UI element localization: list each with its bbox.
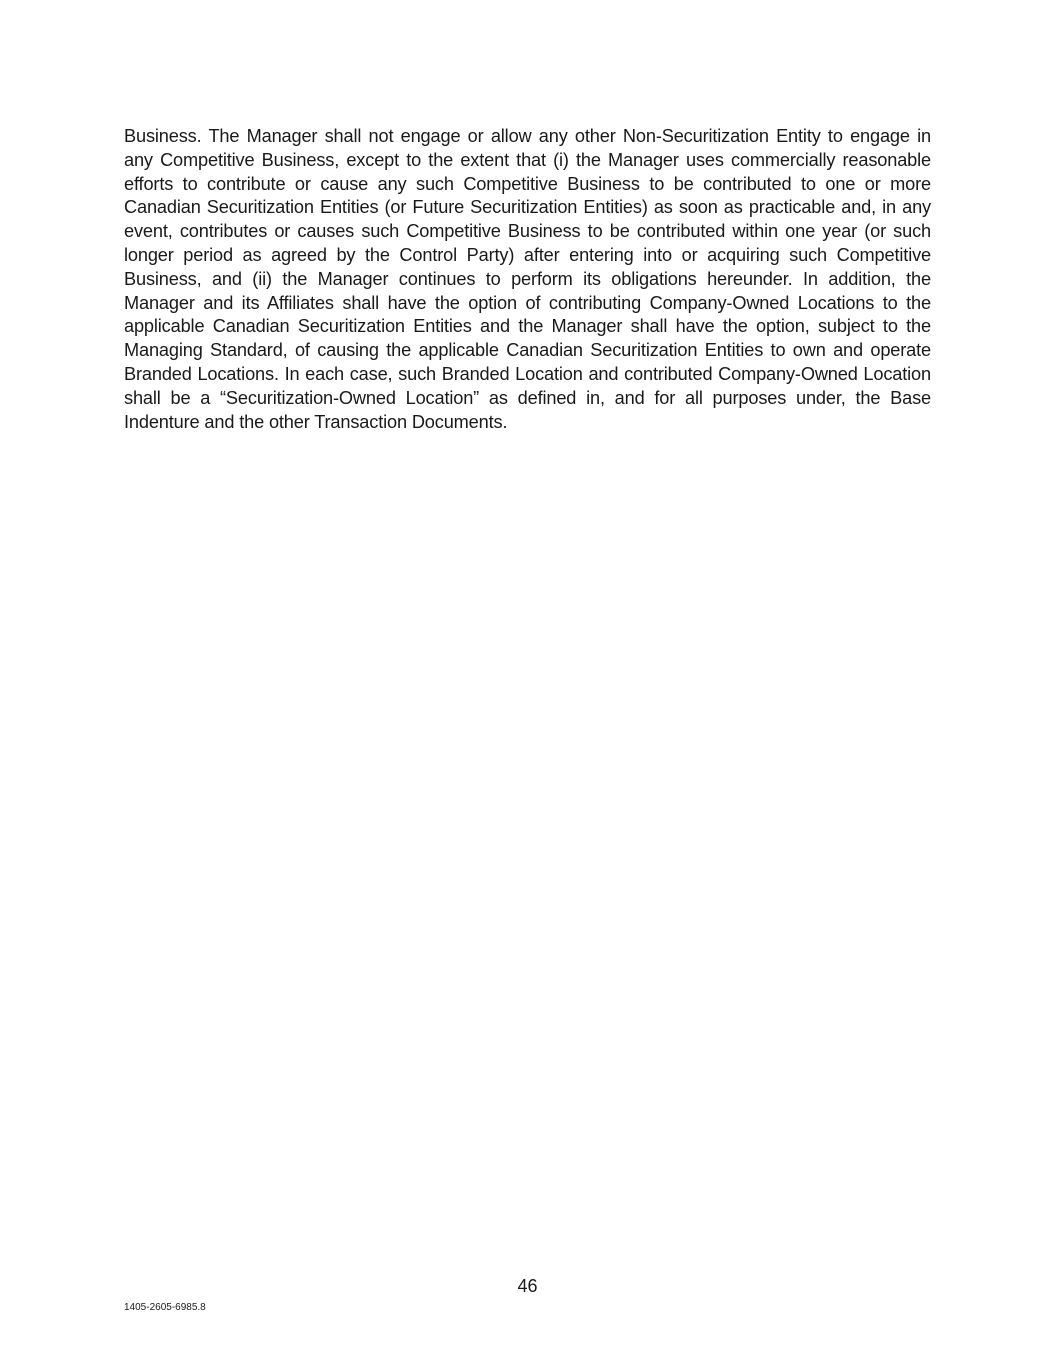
- page-number: 46: [517, 1276, 538, 1296]
- body-paragraph: Business. The Manager shall not engage or allow any other Non-Securitization Entity to engage in any Competitive Business, except to the extent that (i) the Manager uses commercially reasonable efforts to contribute or cause any such Competitive Business to be contributed to one or more Canadian Securitization Entities (or Future Securitization Entities) as soon as practicable and, in any event, contributes or causes such Competitive Business to be contributed within one year (or such longer period as agreed by the Control Party) after entering into or acquiring such Competitive Business, and (ii) the Manager continues to perform its obligations hereunder. In addition, the Manager and its Affiliates shall have the option of contributing Company-Owned Locations to the applicable Canadian Securitization Entities and the Manager shall have the option, subject to the Managing Standard, of causing the applicable Canadian Securitization Entities to own and operate Branded Locations. In each case, such Branded Location and contributed Company-Owned Location shall be a “Securitization-Owned Location” as defined in, and for all purposes under, the Base Indenture and the other Transaction Documents.: [124, 126, 931, 432]
- document-id: 1405-2605-6985.8: [124, 1302, 206, 1313]
